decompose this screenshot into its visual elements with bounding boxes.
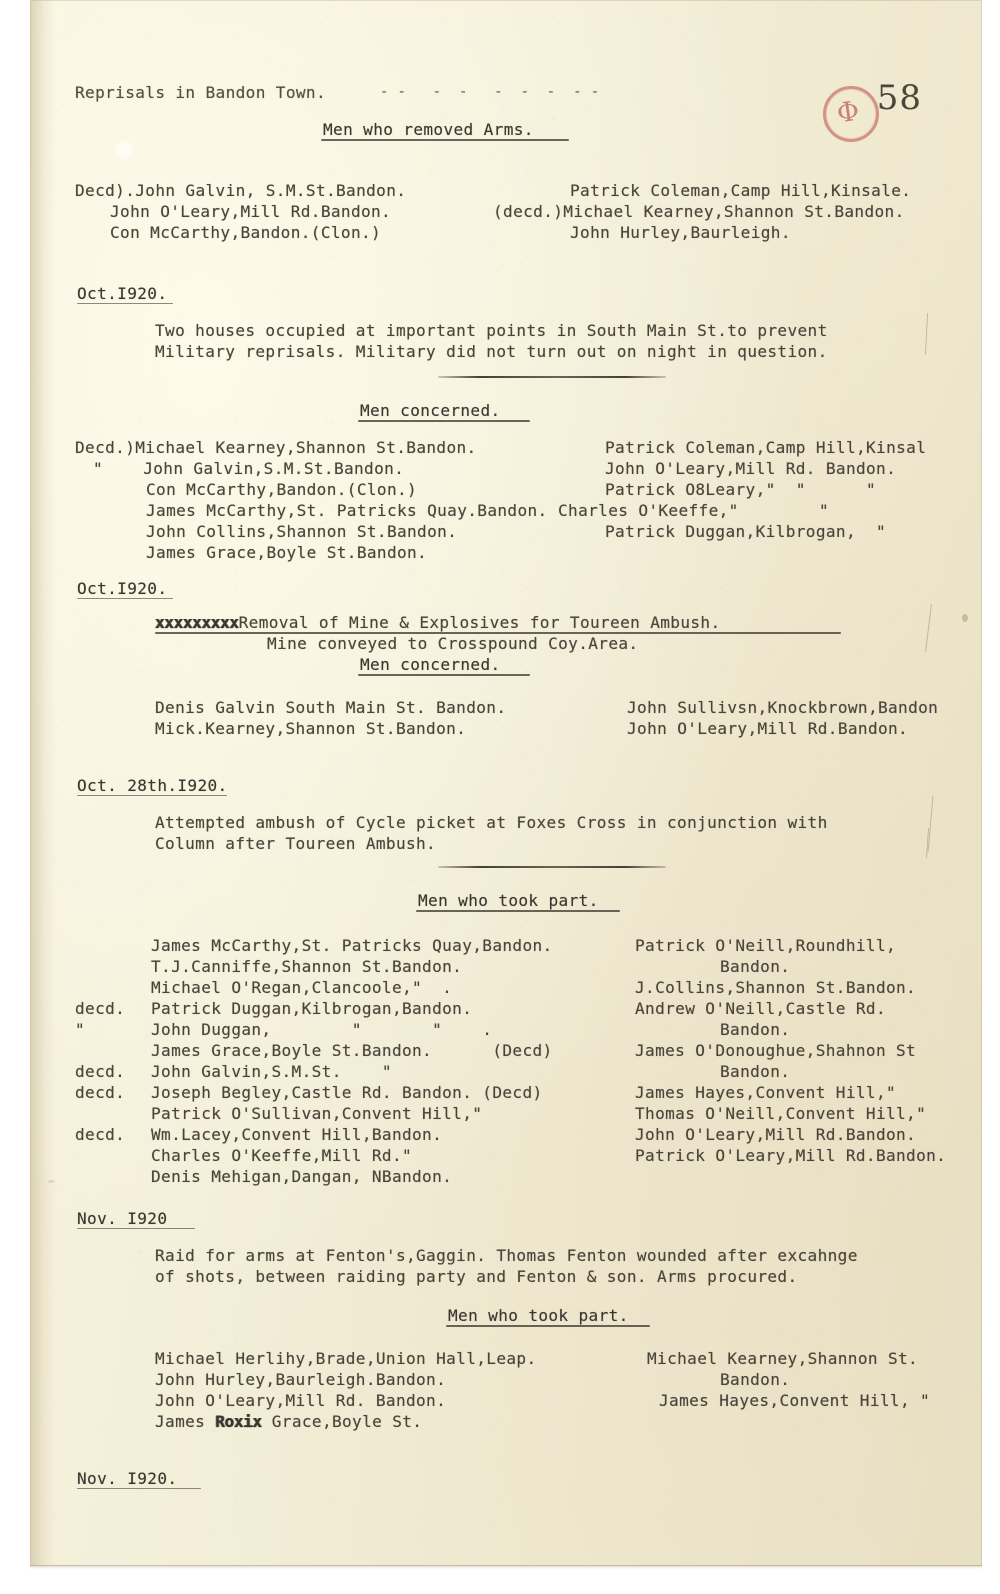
oct-houses-body-1: Two houses occupied at important points in South Main St.to prevent bbox=[155, 321, 828, 340]
typescript-body bbox=[30, 0, 982, 1566]
took-part2-left-row-4: James Roxix Grace,Boyle St. bbox=[155, 1412, 423, 1431]
row-name: James Grace,Boyle St.Bandon. (Decd) bbox=[151, 1041, 553, 1060]
row-name: T.J.Canniffe,Shannon St.Bandon. bbox=[151, 957, 463, 976]
took-part1-right-row-4: Andrew O'Neill,Castle Rd. bbox=[635, 999, 886, 1018]
concerned1-left-row-2: " John Galvin,S.M.St.Bandon. bbox=[93, 459, 405, 478]
row-prefix: decd. bbox=[75, 999, 126, 1018]
heading-underline bbox=[321, 139, 569, 141]
took-part1-left-row-12 bbox=[75, 1166, 452, 1187]
took-part1-left-row-11 bbox=[75, 1145, 412, 1166]
row-name: John Duggan, " " . bbox=[151, 1020, 493, 1039]
date-underline bbox=[77, 1228, 195, 1229]
fenton-body-2: of shots, between raiding party and Fenton & son. Arms procured. bbox=[155, 1267, 798, 1286]
document-header: Reprisals in Bandon Town. bbox=[75, 83, 326, 102]
took-part2-right-row-3: James Hayes,Convent Hill, " bbox=[659, 1391, 931, 1410]
row-prefix: decd. bbox=[75, 1125, 126, 1144]
heading-underline bbox=[358, 674, 530, 676]
mine-right-row-1: John Sullivsn,Knockbrown,Bandon bbox=[627, 698, 939, 717]
date-underline bbox=[77, 1488, 201, 1489]
took-part2-left-row-3: John O'Leary,Mill Rd. Bandon. bbox=[155, 1391, 447, 1410]
row-name: Wm.Lacey,Convent Hill,Bandon. bbox=[151, 1125, 443, 1144]
took-part1-right-row-7: Bandon. bbox=[720, 1062, 791, 1081]
concerned1-left-row-6: James Grace,Boyle St.Bandon. bbox=[146, 543, 428, 562]
arms-right-row-2: (decd.)Michael Kearney,Shannon St.Bandon. bbox=[493, 202, 905, 221]
heading-underline bbox=[446, 1325, 650, 1327]
row-prefix: decd. bbox=[75, 1083, 126, 1102]
row-name: Charles O'Keeffe,Mill Rd." bbox=[151, 1146, 413, 1165]
page-number: 58 bbox=[876, 78, 922, 118]
mine-left-row-2: Mick.Kearney,Shannon St.Bandon. bbox=[155, 719, 467, 738]
took-part2-right-row-1: Michael Kearney,Shannon St. bbox=[647, 1349, 919, 1368]
concerned1-right-row-4: Charles O'Keeffe," " bbox=[558, 501, 830, 520]
mine-left-row-1: Denis Galvin South Main St. Bandon. bbox=[155, 698, 507, 717]
took-part1-right-row-9: Thomas O'Neill,Convent Hill," bbox=[635, 1104, 927, 1123]
took-part1-right-row-8: James Hayes,Convent Hill," bbox=[635, 1083, 897, 1102]
mine-right-row-2: John O'Leary,Mill Rd.Bandon. bbox=[627, 719, 909, 738]
concerned1-left-row-3: Con McCarthy,Bandon.(Clon.) bbox=[146, 480, 418, 499]
mine-subtitle: Mine conveyed to Crosspound Coy.Area. bbox=[267, 634, 639, 653]
concerned1-right-row-2: John O'Leary,Mill Rd. Bandon. bbox=[605, 459, 897, 478]
oct28-body-1: Attempted ambush of Cycle picket at Foxes Cross in conjunction with bbox=[155, 813, 828, 832]
mine-title: Removal of Mine & Explosives for Toureen Ambush. bbox=[238, 613, 721, 632]
row-prefix: " bbox=[75, 1020, 86, 1039]
concerned1-right-row-1: Patrick Coleman,Camp Hill,Kinsal bbox=[605, 438, 927, 457]
heading-men-who-removed-arms: Men who removed Arms. bbox=[323, 120, 534, 139]
oct28-body-2: Column after Toureen Ambush. bbox=[155, 834, 437, 853]
took-part2-left-row-1: Michael Herlihy,Brade,Union Hall,Leap. bbox=[155, 1349, 537, 1368]
heading-underline bbox=[416, 910, 620, 912]
took-part1-right-row-11: Patrick O'Leary,Mill Rd.Bandon. bbox=[635, 1146, 947, 1165]
date-nov-1920-raid: Nov. I920 bbox=[77, 1209, 168, 1228]
took-part1-right-row-10: John O'Leary,Mill Rd.Bandon. bbox=[635, 1125, 917, 1144]
took-part1-left-row-2 bbox=[75, 956, 462, 977]
concerned1-left-row-1: Decd.)Michael Kearney,Shannon St.Bandon. bbox=[75, 438, 477, 457]
oct-houses-body-2: Military reprisals. Military did not turn out on night in question. bbox=[155, 342, 828, 361]
heading-men-concerned-2: Men concerned. bbox=[360, 655, 501, 674]
heading-underline bbox=[358, 420, 530, 422]
row-prefix: decd. bbox=[75, 1062, 126, 1081]
took-part1-right-row-5: Bandon. bbox=[720, 1020, 791, 1039]
fenton-body-1: Raid for arms at Fenton's,Gaggin. Thomas Fenton wounded after excahnge bbox=[155, 1246, 858, 1265]
took-part1-left-row-5 bbox=[75, 1019, 492, 1040]
row-name: James McCarthy,St. Patricks Quay,Bandon. bbox=[151, 936, 553, 955]
took-part1-left-row-3 bbox=[75, 977, 452, 998]
arms-left-row-2: John O'Leary,Mill Rd.Bandon. bbox=[110, 202, 392, 221]
header-trailing-dashes: - - - - - - - - - bbox=[380, 84, 600, 100]
heading-men-concerned-1: Men concerned. bbox=[360, 401, 501, 420]
arms-left-row-3: Con McCarthy,Bandon.(Clon.) bbox=[110, 223, 382, 242]
concerned1-left-row-4: James McCarthy,St. Patricks Quay.Bandon. bbox=[146, 501, 548, 520]
section-divider bbox=[438, 376, 666, 378]
took-part1-right-row-6: James O'Donoughue,Shahnon St bbox=[635, 1041, 917, 1060]
date-oct-1920-mine: Oct.I920. bbox=[77, 579, 168, 598]
took-part1-right-row-1: Patrick O'Neill,Roundhill, bbox=[635, 936, 897, 955]
arms-right-row-1: Patrick Coleman,Camp Hill,Kinsale. bbox=[570, 181, 912, 200]
took-part1-left-row-1 bbox=[75, 935, 553, 956]
took-part1-right-row-2: Bandon. bbox=[720, 957, 791, 976]
heading-men-who-took-part-2: Men who took part. bbox=[448, 1306, 629, 1325]
concerned1-right-row-5: Patrick Duggan,Kilbrogan, " bbox=[605, 522, 887, 541]
arms-left-row-1: Decd).John Galvin, S.M.St.Bandon. bbox=[75, 181, 407, 200]
date-nov-1920-footer: Nov. I920. bbox=[77, 1469, 178, 1488]
date-underline bbox=[77, 303, 173, 304]
section-divider bbox=[438, 866, 666, 868]
row-name: Michael O'Regan,Clancoole," . bbox=[151, 978, 453, 997]
row-name: John Galvin,S.M.St. " bbox=[151, 1062, 392, 1081]
concerned1-left-row-5: John Collins,Shannon St.Bandon. bbox=[146, 522, 458, 541]
row-name: Patrick Duggan,Kilbrogan,Bandon. bbox=[151, 999, 473, 1018]
document-page bbox=[30, 0, 982, 1566]
struck-out-word: xxxxxxxxx bbox=[155, 613, 239, 632]
stamp-glyph: Φ bbox=[834, 95, 862, 130]
date-underline bbox=[77, 795, 227, 796]
concerned1-right-row-3: Patrick O8Leary," " " bbox=[605, 480, 877, 499]
date-oct-1920-houses: Oct.I920. bbox=[77, 284, 168, 303]
date-oct-28-1920: Oct. 28th.I920. bbox=[77, 776, 228, 795]
date-underline bbox=[77, 598, 173, 599]
took-part2-left-row-2: John Hurley,Baurleigh.Bandon. bbox=[155, 1370, 447, 1389]
mine-title-line bbox=[155, 612, 721, 633]
took-part1-left-row-7 bbox=[75, 1061, 392, 1082]
took-part1-left-row-6 bbox=[75, 1040, 553, 1061]
heading-men-who-took-part-1: Men who took part. bbox=[418, 891, 599, 910]
took-part2-right-row-2: Bandon. bbox=[720, 1370, 791, 1389]
struck-out-word: Roxix bbox=[215, 1412, 262, 1431]
took-part1-left-row-9 bbox=[75, 1103, 482, 1124]
took-part1-right-row-3: J.Collins,Shannon St.Bandon. bbox=[635, 978, 917, 997]
row-name: Joseph Begley,Castle Rd. Bandon. (Decd) bbox=[151, 1083, 543, 1102]
took-part1-left-row-10 bbox=[75, 1124, 442, 1145]
took-part1-left-row-8 bbox=[75, 1082, 543, 1103]
row-name: Denis Mehigan,Dangan, NBandon. bbox=[151, 1167, 453, 1186]
row-name: Patrick O'Sullivan,Convent Hill," bbox=[151, 1104, 483, 1123]
took-part1-left-row-4 bbox=[75, 998, 472, 1019]
arms-right-row-3: John Hurley,Baurleigh. bbox=[570, 223, 791, 242]
